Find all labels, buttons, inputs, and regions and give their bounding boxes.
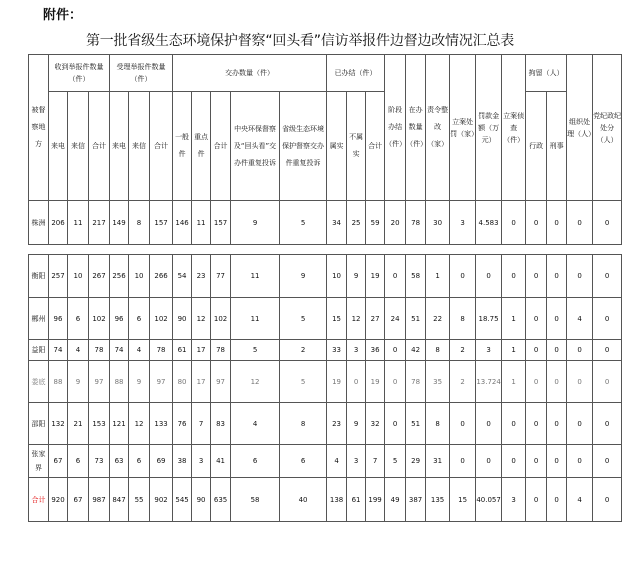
table-cell: 387 (406, 478, 426, 522)
table-cell: 51 (406, 298, 426, 340)
header-transfer-total: 合计 (211, 92, 231, 201)
table-cell: 13.724 (476, 361, 502, 403)
header-accepted-letter: 来信 (129, 92, 150, 201)
table-cell: 58 (406, 255, 426, 298)
table-cell: 545 (173, 478, 192, 522)
table-cell: 9 (347, 255, 366, 298)
table-row (29, 403, 622, 445)
table-cell: 9 (231, 201, 280, 245)
table-cell: 132 (49, 403, 68, 445)
table-cell: 6 (129, 298, 150, 340)
table-cell: 266 (150, 255, 173, 298)
header-in-progress: 在办数量（件） (406, 55, 426, 201)
table-cell: 97 (211, 361, 231, 403)
table-cell: 21 (68, 403, 89, 445)
table-cell: 49 (385, 478, 406, 522)
table-cell: 10 (327, 255, 347, 298)
table-cell: 4 (129, 340, 150, 361)
table-cell: 67 (68, 478, 89, 522)
table-cell: 78 (211, 340, 231, 361)
table-cell: 987 (89, 478, 110, 522)
table-cell: 0 (526, 445, 547, 478)
table-cell: 0 (567, 445, 593, 478)
table-cell: 51 (406, 403, 426, 445)
table-cell: 0 (593, 255, 622, 298)
header-accepted: 受理举报件数量（件） (110, 55, 173, 92)
table-cell: 0 (547, 340, 567, 361)
table-cell: 3 (502, 478, 526, 522)
table-cell: 55 (129, 478, 150, 522)
table-cell: 9 (280, 255, 327, 298)
table-cell: 0 (593, 201, 622, 245)
table-cell: 3 (476, 340, 502, 361)
header-penalty-case: 立案处罚（家） (450, 55, 476, 201)
spacer-row (29, 245, 622, 255)
table-cell: 157 (211, 201, 231, 245)
table-row (29, 201, 622, 245)
header-region: 被督察地方 (29, 55, 49, 201)
header-stage-done: 阶段办结（件） (385, 55, 406, 201)
table-cell: 0 (385, 255, 406, 298)
table-cell: 8 (426, 403, 450, 445)
header-true: 属实 (327, 92, 347, 201)
header-key: 重点件 (192, 92, 211, 201)
table-cell: 0 (567, 201, 593, 245)
table-cell: 3 (347, 340, 366, 361)
header-fine: 罚款金额（万元） (476, 55, 502, 201)
table-cell: 23 (327, 403, 347, 445)
table-cell: 18.75 (476, 298, 502, 340)
table-cell: 7 (366, 445, 385, 478)
table-cell: 0 (547, 255, 567, 298)
table-cell: 19 (366, 361, 385, 403)
table-cell: 0 (526, 361, 547, 403)
table-cell: 8 (426, 340, 450, 361)
table-cell: 0 (567, 403, 593, 445)
region-name: 衡阳 (29, 255, 49, 298)
table-cell: 20 (385, 201, 406, 245)
table-cell: 635 (211, 478, 231, 522)
table-cell: 4.583 (476, 201, 502, 245)
region-name: 益阳 (29, 340, 49, 361)
table-cell: 73 (89, 445, 110, 478)
table-cell: 267 (89, 255, 110, 298)
table-cell: 5 (280, 361, 327, 403)
table-cell: 15 (327, 298, 347, 340)
table-cell: 0 (593, 340, 622, 361)
header-provincial-repeat: 省级生态环境保护督察交办件重复投诉 (280, 92, 327, 201)
header-central-repeat: 中央环保督察及“回头看”交办件重复投诉 (231, 92, 280, 201)
table-cell: 0 (476, 403, 502, 445)
table-cell: 0 (567, 255, 593, 298)
table-row (29, 340, 622, 361)
table-cell: 0 (526, 201, 547, 245)
table-cell: 257 (49, 255, 68, 298)
header-received-visit: 来电 (49, 92, 68, 201)
table-cell: 149 (110, 201, 129, 245)
table-cell: 8 (129, 201, 150, 245)
table-cell: 40 (280, 478, 327, 522)
table-cell: 10 (68, 255, 89, 298)
table-cell: 24 (385, 298, 406, 340)
header-accepted-total: 合计 (150, 92, 173, 201)
table-cell: 80 (173, 361, 192, 403)
table-cell: 0 (476, 255, 502, 298)
header-done: 已办结（件） (327, 55, 385, 92)
table-cell: 42 (406, 340, 426, 361)
table-cell: 5 (280, 298, 327, 340)
table-cell: 4 (68, 340, 89, 361)
table-cell: 847 (110, 478, 129, 522)
table-cell: 0 (502, 403, 526, 445)
table-cell: 8 (450, 298, 476, 340)
region-name: 株洲 (29, 201, 49, 245)
table-cell: 78 (406, 361, 426, 403)
table-cell: 0 (567, 361, 593, 403)
table-cell: 256 (110, 255, 129, 298)
table-cell: 153 (89, 403, 110, 445)
table-cell: 0 (385, 361, 406, 403)
header-detention: 拘留（人） (526, 55, 567, 92)
table-cell: 12 (347, 298, 366, 340)
table-cell: 0 (547, 201, 567, 245)
table-cell: 25 (347, 201, 366, 245)
table-cell: 0 (547, 298, 567, 340)
header-received: 收到举报件数量（件） (49, 55, 110, 92)
header-transfer: 交办数量（件） (173, 55, 327, 92)
table-cell: 5 (385, 445, 406, 478)
table-cell: 6 (68, 445, 89, 478)
table-cell: 5 (231, 340, 280, 361)
table-cell: 102 (89, 298, 110, 340)
table-row (29, 361, 622, 403)
table-cell: 59 (366, 201, 385, 245)
table-cell: 30 (426, 201, 450, 245)
table-cell: 38 (173, 445, 192, 478)
table-cell: 54 (173, 255, 192, 298)
table-cell: 61 (173, 340, 192, 361)
header-investigation: 立案侦查（件） (502, 55, 526, 201)
table-cell: 902 (150, 478, 173, 522)
table-cell: 0 (547, 403, 567, 445)
table-cell: 6 (129, 445, 150, 478)
table-cell: 12 (129, 403, 150, 445)
table-cell: 3 (347, 445, 366, 478)
table-cell: 0 (593, 478, 622, 522)
table-cell: 206 (49, 201, 68, 245)
table-cell: 17 (192, 340, 211, 361)
table-cell: 11 (231, 255, 280, 298)
table-cell: 12 (192, 298, 211, 340)
summary-table (28, 54, 622, 522)
table-cell: 88 (110, 361, 129, 403)
table-cell: 0 (547, 445, 567, 478)
table-cell: 9 (129, 361, 150, 403)
table-cell: 157 (150, 201, 173, 245)
table-cell: 0 (567, 340, 593, 361)
table-cell: 0 (476, 445, 502, 478)
table-cell: 78 (150, 340, 173, 361)
table-cell: 102 (150, 298, 173, 340)
header-received-total: 合计 (89, 92, 110, 201)
table-cell: 11 (68, 201, 89, 245)
table-cell: 74 (110, 340, 129, 361)
header-received-letter: 来信 (68, 92, 89, 201)
table-cell: 4 (231, 403, 280, 445)
table-row (29, 298, 622, 340)
table-cell: 78 (406, 201, 426, 245)
table-cell: 7 (192, 403, 211, 445)
table-cell: 121 (110, 403, 129, 445)
table-cell: 0 (502, 201, 526, 245)
table-cell: 138 (327, 478, 347, 522)
table-row (29, 255, 622, 298)
table-cell: 0 (593, 403, 622, 445)
table-cell: 6 (280, 445, 327, 478)
page-title: 第一批省级生态环境保护督察“回头看”信访举报件边督边改情况汇总表 (85, 33, 515, 49)
table-cell: 27 (366, 298, 385, 340)
table-cell: 41 (211, 445, 231, 478)
table-cell: 34 (327, 201, 347, 245)
table-cell: 8 (280, 403, 327, 445)
table-cell: 2 (280, 340, 327, 361)
region-name: 娄底 (29, 361, 49, 403)
table-cell: 67 (49, 445, 68, 478)
table-row (29, 478, 622, 522)
table-cell: 0 (347, 361, 366, 403)
table-cell: 0 (502, 255, 526, 298)
table-cell: 32 (366, 403, 385, 445)
table-cell: 217 (89, 201, 110, 245)
table-cell: 0 (385, 403, 406, 445)
table-cell: 0 (593, 445, 622, 478)
table-cell: 1 (502, 298, 526, 340)
table-cell: 0 (593, 298, 622, 340)
table-cell: 31 (426, 445, 450, 478)
table-cell: 0 (450, 403, 476, 445)
table-cell: 0 (385, 340, 406, 361)
table-cell: 0 (450, 255, 476, 298)
table-cell: 36 (366, 340, 385, 361)
table-cell: 88 (49, 361, 68, 403)
table-cell: 61 (347, 478, 366, 522)
table-cell: 0 (526, 340, 547, 361)
table-cell: 9 (68, 361, 89, 403)
table-cell: 1 (502, 340, 526, 361)
table-cell: 3 (450, 201, 476, 245)
table-cell: 2 (450, 361, 476, 403)
table-cell: 5 (280, 201, 327, 245)
header-accepted-visit: 来电 (110, 92, 129, 201)
table-cell: 10 (129, 255, 150, 298)
table-cell: 58 (231, 478, 280, 522)
table-cell: 0 (526, 403, 547, 445)
table-cell: 4 (567, 478, 593, 522)
table-cell: 19 (327, 361, 347, 403)
table-cell: 90 (173, 298, 192, 340)
table-cell: 133 (150, 403, 173, 445)
table-cell: 0 (547, 478, 567, 522)
table-cell: 19 (366, 255, 385, 298)
table-cell: 77 (211, 255, 231, 298)
table-cell: 146 (173, 201, 192, 245)
table-cell: 920 (49, 478, 68, 522)
header-party-punish: 党纪政纪处分（人） (593, 55, 622, 201)
table-cell: 90 (192, 478, 211, 522)
table-cell: 11 (231, 298, 280, 340)
table-cell: 3 (192, 445, 211, 478)
header-rectify: 责令整改（家） (426, 55, 450, 201)
header-general: 一般件 (173, 92, 192, 201)
table-cell: 76 (173, 403, 192, 445)
table-cell: 0 (502, 445, 526, 478)
table-cell: 96 (49, 298, 68, 340)
table-cell: 15 (450, 478, 476, 522)
table-cell: 6 (68, 298, 89, 340)
table-cell: 97 (89, 361, 110, 403)
table-cell: 96 (110, 298, 129, 340)
table-cell: 0 (526, 298, 547, 340)
table-cell: 12 (231, 361, 280, 403)
table-cell: 2 (450, 340, 476, 361)
table-cell: 63 (110, 445, 129, 478)
attachment-label: 附件： (43, 8, 83, 23)
table-cell: 35 (426, 361, 450, 403)
header-criminal: 刑事 (547, 92, 567, 201)
table-cell: 17 (192, 361, 211, 403)
table-cell: 0 (526, 255, 547, 298)
table-cell: 1 (502, 361, 526, 403)
header-false: 不属实 (347, 92, 366, 201)
table-cell: 199 (366, 478, 385, 522)
table-cell: 23 (192, 255, 211, 298)
table-cell: 4 (567, 298, 593, 340)
region-name: 邵阳 (29, 403, 49, 445)
header-org-handle: 组织处理（人） (567, 55, 593, 201)
table-cell: 11 (192, 201, 211, 245)
table-cell: 4 (327, 445, 347, 478)
table-cell: 0 (450, 445, 476, 478)
table-cell: 40.057 (476, 478, 502, 522)
table-cell: 0 (547, 361, 567, 403)
table-cell: 1 (426, 255, 450, 298)
table-cell: 83 (211, 403, 231, 445)
table-cell: 74 (49, 340, 68, 361)
table-cell: 6 (231, 445, 280, 478)
table-cell: 9 (347, 403, 366, 445)
table-cell: 0 (526, 478, 547, 522)
region-name: 张家界 (29, 445, 49, 478)
table-row (29, 445, 622, 478)
table-cell: 22 (426, 298, 450, 340)
header-admin: 行政 (526, 92, 547, 201)
table-cell: 97 (150, 361, 173, 403)
table-cell: 69 (150, 445, 173, 478)
table-cell: 102 (211, 298, 231, 340)
table-cell: 33 (327, 340, 347, 361)
table-cell: 29 (406, 445, 426, 478)
region-name: 合计 (29, 478, 49, 522)
header-done-total: 合计 (366, 92, 385, 201)
region-name: 郴州 (29, 298, 49, 340)
table-cell: 78 (89, 340, 110, 361)
table-cell: 135 (426, 478, 450, 522)
table-cell: 0 (593, 361, 622, 403)
